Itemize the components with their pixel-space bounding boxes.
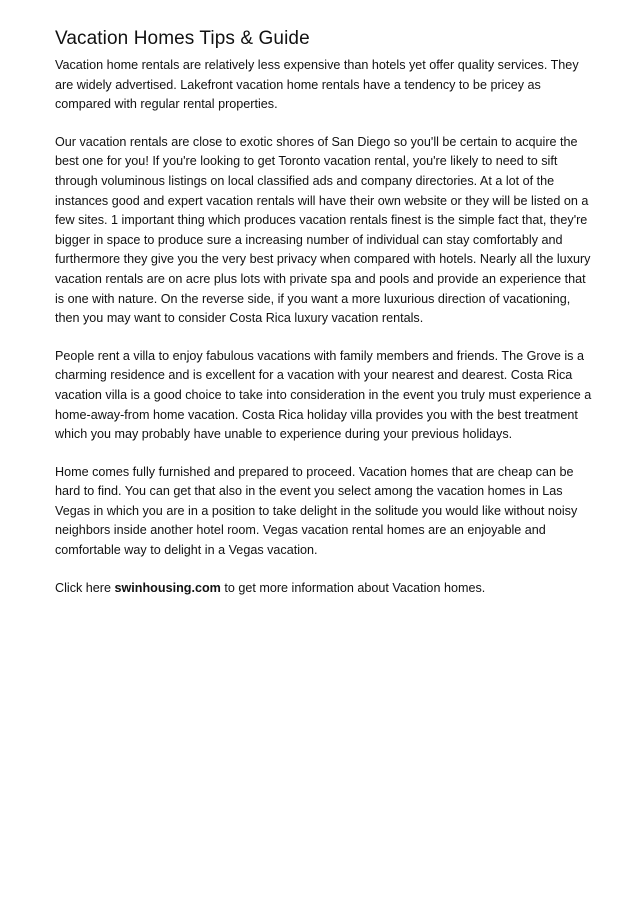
paragraph-2: Our vacation rentals are close to exotic shores of San Diego so you'll be certain to acquire the best one for you! If you're looking to get Toronto vacation rental, you're likely to need to sift through voluminous listings on local classified ads and company directories. At a lot of the instances good and expert vacation rentals will have their own website or they will be listed on a few sites. 1 important thing which produces vacation rentals finest is the simple fact that, they're bigger in space to produce sure a increasing number of individual can stay comfortably and furthermore they give you the very best privacy when compared with hotels. Nearly all the luxury vacation rentals are on acre plus lots with private spa and pools and provide an experience that is one with nature. On the reverse side, if you want a more luxurious direction of vacationing, then you may want to consider Costa Rica luxury vacation rentals. <box>55 134 591 326</box>
paragraph-1: Vacation home rentals are relatively less expensive than hotels yet offer quality services. They are widely advertised. Lakefront vacation home rentals have a tendency to be pricey as compared with regular rental properties. <box>55 58 579 112</box>
closing-suffix: to get more information about Vacation homes. <box>220 580 486 595</box>
website-link[interactable]: swinhousing.com <box>114 580 221 595</box>
closing-paragraph <box>55 579 595 599</box>
document-page <box>55 26 595 616</box>
closing-prefix: Click here <box>55 580 115 595</box>
paragraph-3: People rent a villa to enjoy fabulous vacations with family members and friends. The Grove is a charming residence and is excellent for a vacation with your nearest and dearest. Costa Rica vacation villa is a good choice to take into consideration in the event you truly must experience a home-away-from home vacation. Costa Rica holiday villa provides you with the best treatment which you may probably have unable to experience during your previous holidays. <box>55 348 592 442</box>
page-title: Vacation Homes Tips & Guide <box>55 28 310 49</box>
paragraph-4: Home comes fully furnished and prepared to proceed. Vacation homes that are cheap can be hard to find. You can get that also in the event you select among the vacation homes in Las Vegas in which you are in a position to take delight in the solitude you would like without noisy neighbors inside another hotel room. Vegas vacation rental homes are an enjoyable and comfortable way to delight in a Vegas vacation. <box>55 464 578 558</box>
